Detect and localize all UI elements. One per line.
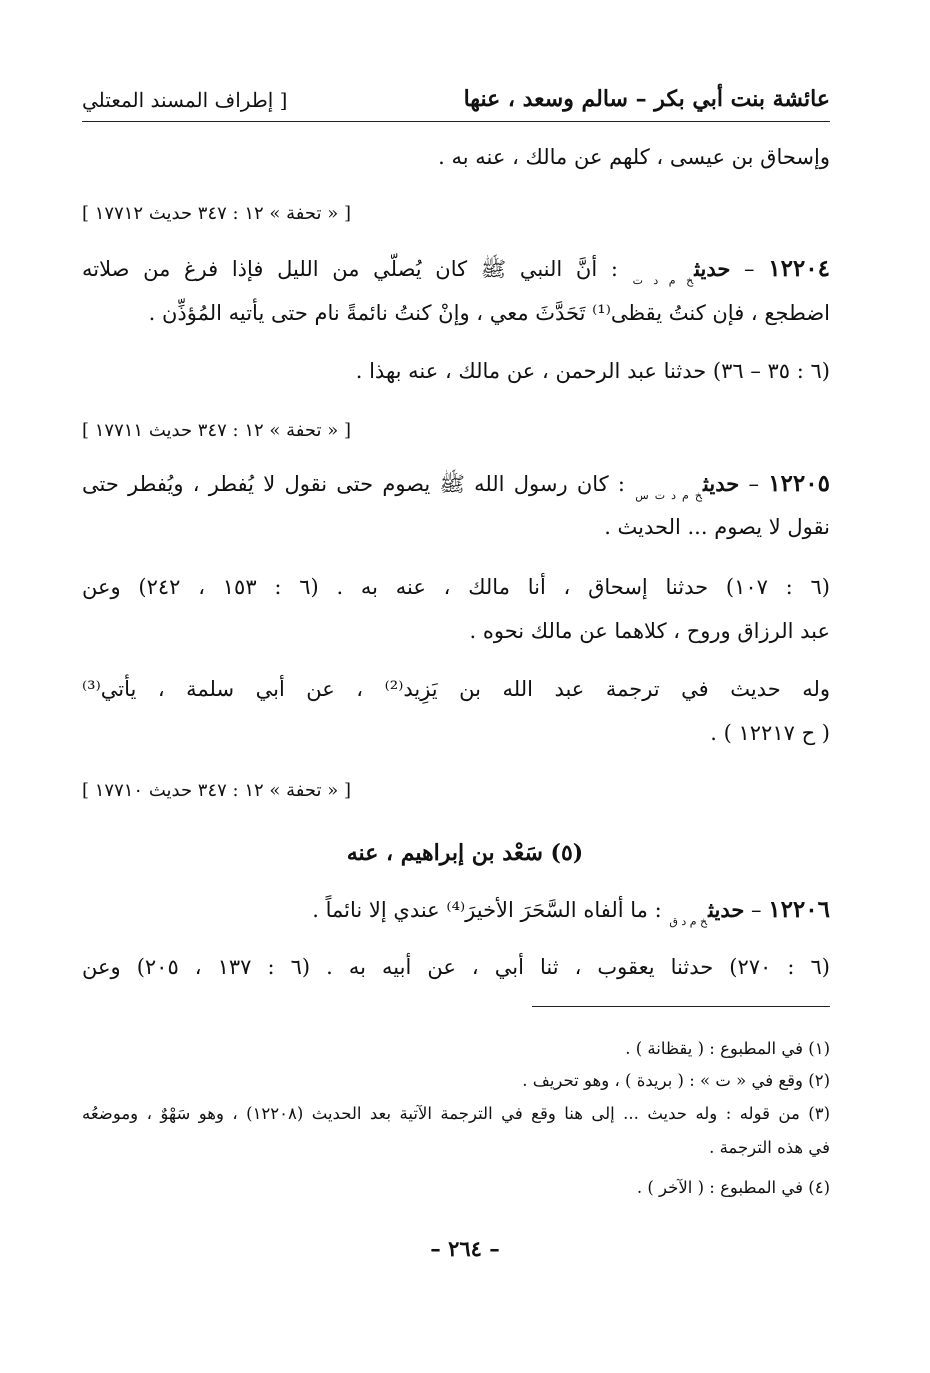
hadith-12204-line-1 xyxy=(82,254,830,296)
hadith-label: حديث xyxy=(703,471,740,496)
footnote: (٤) في المطبوع : ( الآخر ) . xyxy=(636,1178,830,1197)
footnote: في هذه الترجمة . xyxy=(709,1138,830,1157)
hadith-number: ١٢٢٠٦ xyxy=(768,896,830,923)
footnote: (٣) من قوله : وله حديث ... إلى هنا وقع في الترجمة الآتية بعد الحديث (١٢٢٠٨) ، وهو سَهْوٌ ، وموضعُه xyxy=(82,1104,831,1123)
hadith-text: : ما ألفاه السَّحَرَ الأخيرَ⁽⁴⁾ عندي إلا نائماً . xyxy=(312,898,669,922)
continuation-line: وإسحاق بن عيسى ، كلهم عن مالك ، عنه به . xyxy=(438,145,830,169)
cross-reference-note: وله حديث في ترجمة عبد الله بن يَزِيد⁽²⁾ ، عن أبي سلمة ، يأتي⁽³⁾ xyxy=(82,677,830,701)
cross-reference-note: ( ح ١٢٢١٧ ) . xyxy=(710,721,830,745)
section-heading: (٥) سَعْد بن إبراهيم ، عنه xyxy=(346,840,584,866)
hadith-number: ١٢٢٠٤ xyxy=(768,255,830,282)
hadith-number: ١٢٢٠٥ xyxy=(768,470,830,497)
hadith-12205-line-2: نقول لا يصوم ... الحديث . xyxy=(604,515,830,539)
hadith-label: حديث xyxy=(694,256,731,281)
isnad-line: (٦ : ٣٥ – ٣٦) حدثنا عبد الرحمن ، عن مالك ، عنه بهذا . xyxy=(355,359,830,383)
hadith-dash: – xyxy=(739,472,769,496)
tuhfa-reference: [ « تحفة » ١٢ : ٣٤٧ حديث ١٧٧١٢ ] xyxy=(82,203,351,224)
tuhfa-reference: [ « تحفة » ١٢ : ٣٤٧ حديث ١٧٧١١ ] xyxy=(82,420,351,441)
hadith-text: : كان رسول الله ﷺ يصوم حتى نقول لا يُفطر ، ويُفطر حتى xyxy=(82,472,635,496)
hadith-12205-line-1 xyxy=(82,469,830,511)
hadith-sigla: خ م د ق xyxy=(669,915,708,928)
running-header-book: [ إطراف المسند المعتلي xyxy=(82,88,288,112)
hadith-sigla: خ م د ت س xyxy=(635,489,703,502)
tuhfa-reference: [ « تحفة » ١٢ : ٣٤٧ حديث ١٧٧١٠ ] xyxy=(82,780,351,801)
footnote: (٢) وقع في « ت » : ( بريدة ) ، وهو تحريف . xyxy=(522,1071,830,1090)
isnad-line: عبد الرزاق وروح ، كلاهما عن مالك نحوه . xyxy=(469,619,830,643)
header-rule xyxy=(82,121,830,122)
isnad-line: (٦ : ١٠٧) حدثنا إسحاق ، أنا مالك ، عنه به . (٦ : ١٥٣ ، ٢٤٢) وعن xyxy=(82,575,830,599)
footnote: (١) في المطبوع : ( يقظانة ) . xyxy=(625,1039,830,1058)
hadith-dash: – xyxy=(730,257,769,281)
page-number: – ٢٦٤ – xyxy=(430,1236,500,1261)
hadith-sigla: خ م د ت xyxy=(632,274,694,287)
hadith-text: : أنَّ النبي ﷺ كان يُصلّي من الليل فإذا فرغ من صلاته xyxy=(82,257,632,281)
footnote-rule xyxy=(532,1006,830,1007)
hadith-label: حديث xyxy=(708,897,745,922)
running-header-title: عائشة بنت أبي بكر – سالم وسعد ، عنها xyxy=(463,86,830,112)
hadith-12204-line-2: اضطجع ، فإن كنتُ يقظى⁽¹⁾ تَحَدَّثَ معي ، وإنْ كنتُ نائمةً نام حتى يأتيه المُؤذِّن . xyxy=(148,301,830,325)
hadith-dash: – xyxy=(744,898,769,922)
hadith-12206-line-1 xyxy=(82,895,830,937)
isnad-line: (٦ : ٢٧٠) حدثنا يعقوب ، ثنا أبي ، عن أبيه به . (٦ : ١٣٧ ، ٢٠٥) وعن xyxy=(82,955,830,979)
